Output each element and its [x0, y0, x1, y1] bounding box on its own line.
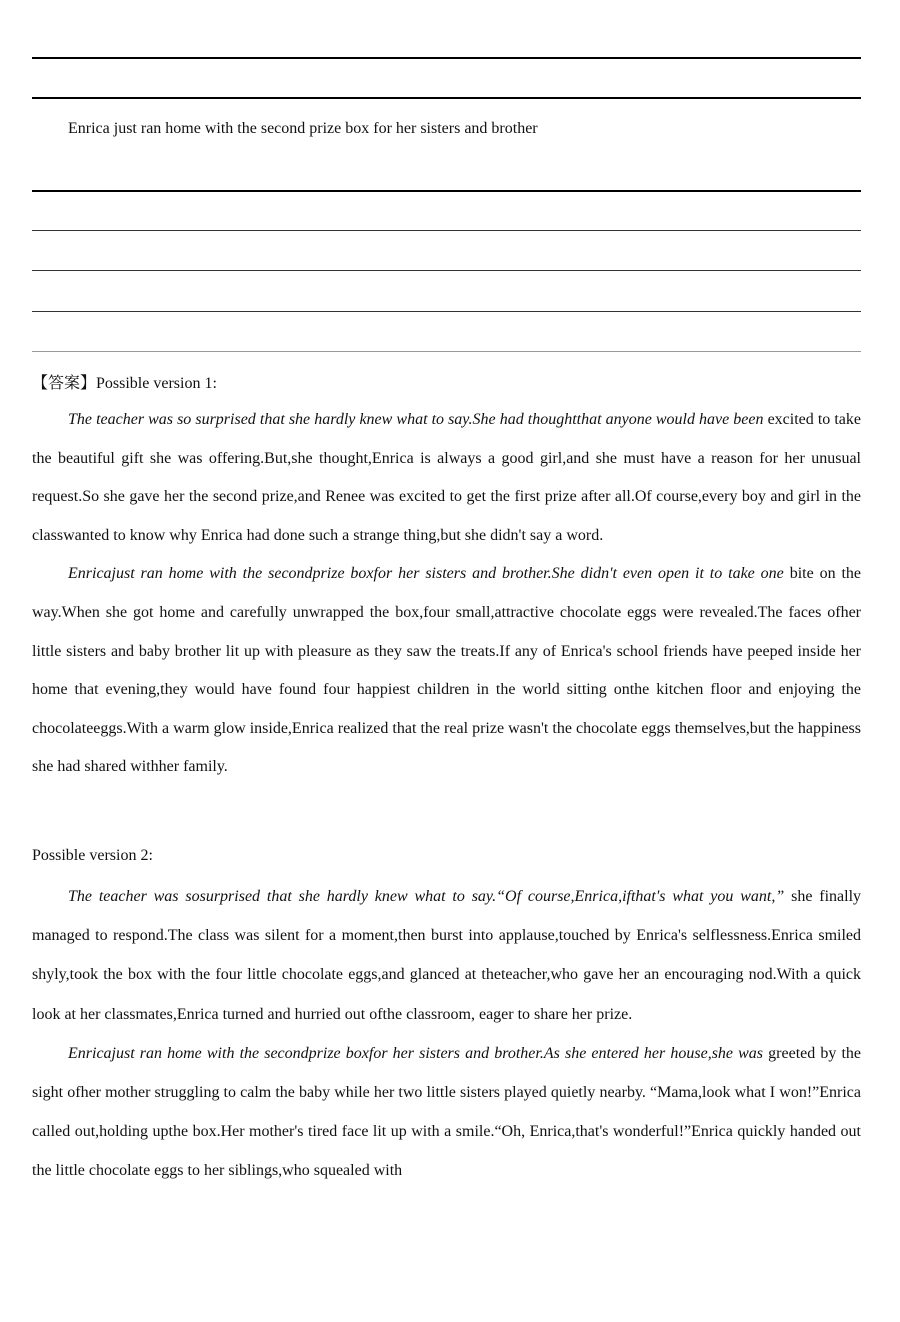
v2-paragraph-1-body: she finally managed to respond.The class was silent for a moment,then burst into applause,touched by Enrica's selflessness.Enrica smiled shyly,took the box with the four little chocolate eggs,and glanced at theteacher,who gave her an encouraging nod.With a quick look at her classmates,Enrica turned and hurried out ofthe classroom, eager to share her prize.	[32, 888, 862, 1023]
writing-line	[32, 190, 861, 192]
v1-paragraph-2-body: bite on the way.When she got home and carefully unwrapped the box,four small,attractive chocolate eggs were revealed.The faces ofher little sisters and baby brother lit up with pleasure as they saw the treats.If any of Enrica's school friends have peeped inside her home that evening,they would have found four happiest children in the world sitting onthe kitchen floor and enjoying the chocolateeggs.With a warm glow inside,Enrica realized that the real prize wasn't the chocolate eggs themselves,but the happiness she had shared withher family.	[32, 565, 862, 776]
v2-paragraph-2-lead: Enricajust ran home with the secondprize boxfor her sisters and brother.As she entered her house,she was	[68, 1044, 764, 1062]
answer-version-1	[32, 373, 861, 787]
writing-line	[32, 230, 861, 231]
answer-label: 【答案】Possible version 1:	[32, 375, 217, 392]
writing-line	[32, 57, 861, 59]
answer-version-2	[32, 877, 861, 1191]
v2-paragraph-2	[32, 1034, 861, 1191]
v2-paragraph-1-lead: The teacher was sosurprised that she hardly knew what to say.“Of course,Enrica,ifthat's what you want,”	[68, 888, 785, 905]
v1-paragraph-1	[32, 401, 861, 555]
v2-paragraph-1	[32, 877, 861, 1034]
writing-line	[32, 311, 861, 312]
v1-paragraph-1-body: excited to take the beautiful gift she was offering.But,she thought,Enrica is always a good girl,and she must have a reason for her unusual request.So she gave her the second prize,and Renee was excited to get the first prize after all.Of course,every boy and girl in the classwanted to know why Enrica had done such a strange thing,but she didn't say a word.	[32, 411, 861, 544]
version-2-label: Possible version 2:	[32, 847, 153, 864]
v1-paragraph-2	[32, 555, 861, 787]
v2-paragraph-2-body: greeted by the sight ofher mother struggling to calm the baby while her two little sisters played quietly nearby. “Mama,look what I won!”Enrica called out,holding upthe box.Her mother's tired face lit up with a smile.“Oh, Enrica,that's wonderful!”Enrica quickly handed out the little chocolate eggs to her siblings,who squealed with	[32, 1044, 862, 1180]
writing-line	[32, 351, 861, 352]
v1-paragraph-1-lead: The teacher was so surprised that she hardly knew what to say.She had thoughtthat anyone would have been	[68, 411, 764, 428]
writing-line	[32, 270, 861, 271]
writing-line	[32, 97, 861, 99]
v1-paragraph-2-lead: Enricajust ran home with the secondprize boxfor her sisters and brother.She didn't even open it to take one	[68, 565, 784, 583]
continuation-prompt: Enrica just ran home with the second prize box for her sisters and brother	[68, 120, 538, 137]
